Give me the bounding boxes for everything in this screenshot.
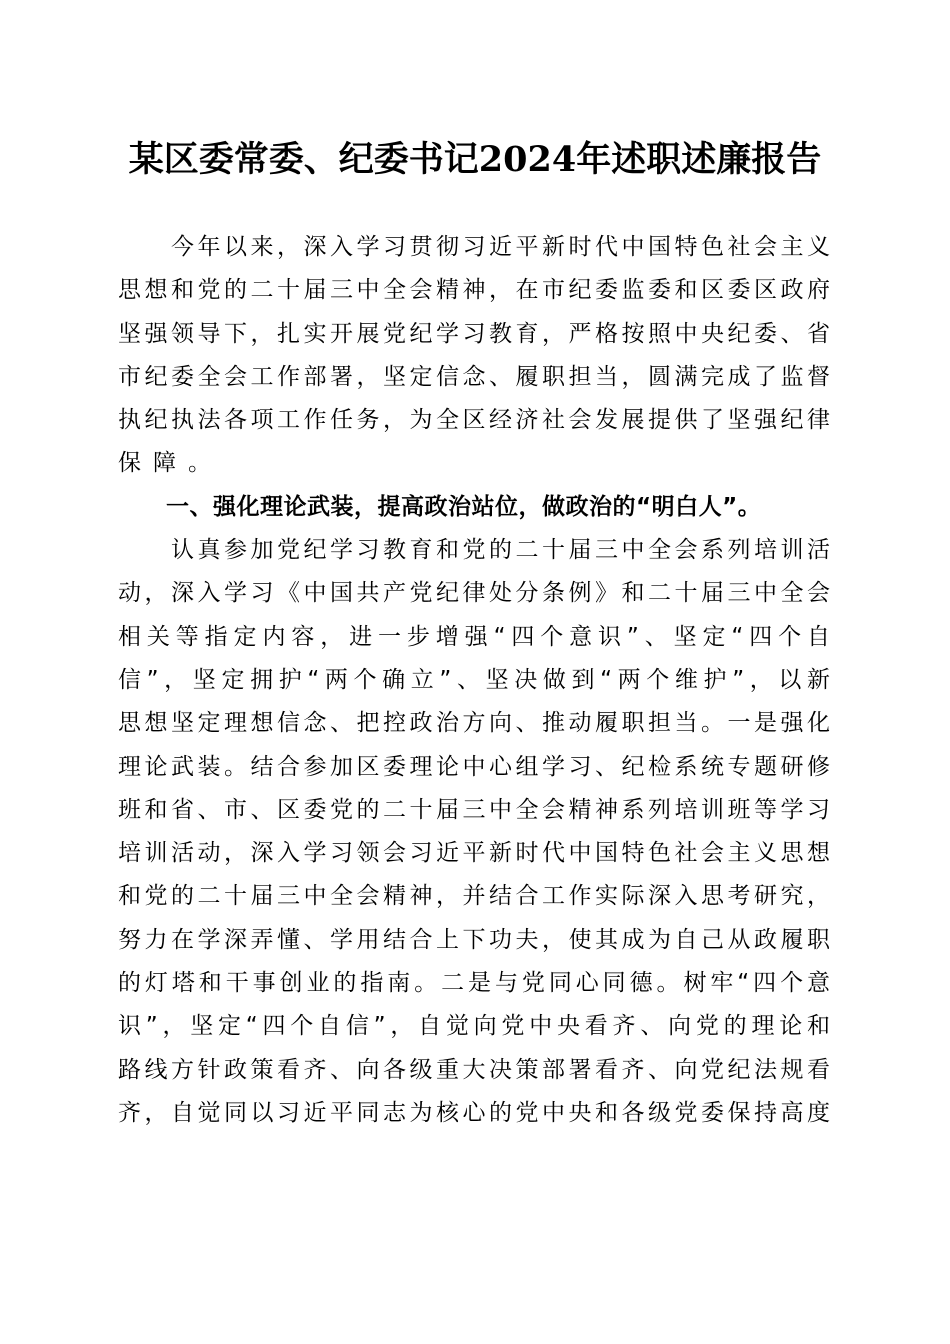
text-line: 理论武装。结合参加区委理论中心组学习、纪检系统专题研修 [118, 753, 830, 780]
text-line: 坚强领导下，扎实开展党纪学习教育，严格按照中央纪委、省 [118, 320, 830, 347]
text-line: 识”，坚定“四个自信”，自觉向党中央看齐、向党的理论和 [118, 1013, 830, 1040]
text-line: 市纪委全会工作部署，坚定信念、履职担当，圆满完成了监督 [118, 363, 830, 390]
text-line: 和党的二十届三中全会精神，并结合工作实际深入思考研究， [118, 883, 830, 910]
text-line: 动，深入学习《中国共产党纪律处分条例》和二十届三中全会 [118, 580, 830, 607]
section-heading-text: 一、强化理论武装，提高政治站位，做政治的“明白人”。 [166, 493, 762, 520]
paragraph-intro [118, 226, 830, 486]
section-heading [118, 486, 830, 529]
text-line: 执纪执法各项工作任务，为全区经济社会发展提供了坚强纪律 [118, 407, 830, 434]
text-line: 相关等指定内容，进一步增强“四个意识”、坚定“四个自 [118, 623, 830, 650]
text-line: 信”，坚定拥护“两个确立”、坚决做到“两个维护”，以新 [118, 666, 830, 693]
text-line: 保障。 [118, 450, 223, 477]
text-line: 认真参加党纪学习教育和党的二十届三中全会系列培训活 [118, 537, 830, 564]
paragraph-section-one [118, 529, 830, 1135]
text-line: 齐，自觉同以习近平同志为核心的党中央和各级党委保持高度 [118, 1099, 830, 1126]
text-line: 努力在学深弄懂、学用结合上下功夫，使其成为自己从政履职 [118, 926, 830, 953]
text-line: 路线方针政策看齐、向各级重大决策部署看齐、向党纪法规看 [118, 1056, 830, 1083]
document-title: 某区委常委、纪委书记2024年述职述廉报告 [128, 139, 822, 180]
text-line: 今年以来，深入学习贯彻习近平新时代中国特色社会主义 [118, 234, 830, 260]
text-line: 的灯塔和干事创业的指南。二是与党同心同德。树牢“四个意 [118, 970, 830, 997]
document-body [118, 226, 830, 1135]
text-line: 班和省、市、区委党的二十届三中全会精神系列培训班等学习 [118, 796, 830, 823]
text-line: 思想和党的二十届三中全会精神，在市纪委监委和区委区政府 [118, 277, 830, 304]
text-line: 培训活动，深入学习领会习近平新时代中国特色社会主义思想 [118, 840, 830, 867]
text-line: 思想坚定理想信念、把控政治方向、推动履职担当。一是强化 [118, 710, 830, 737]
